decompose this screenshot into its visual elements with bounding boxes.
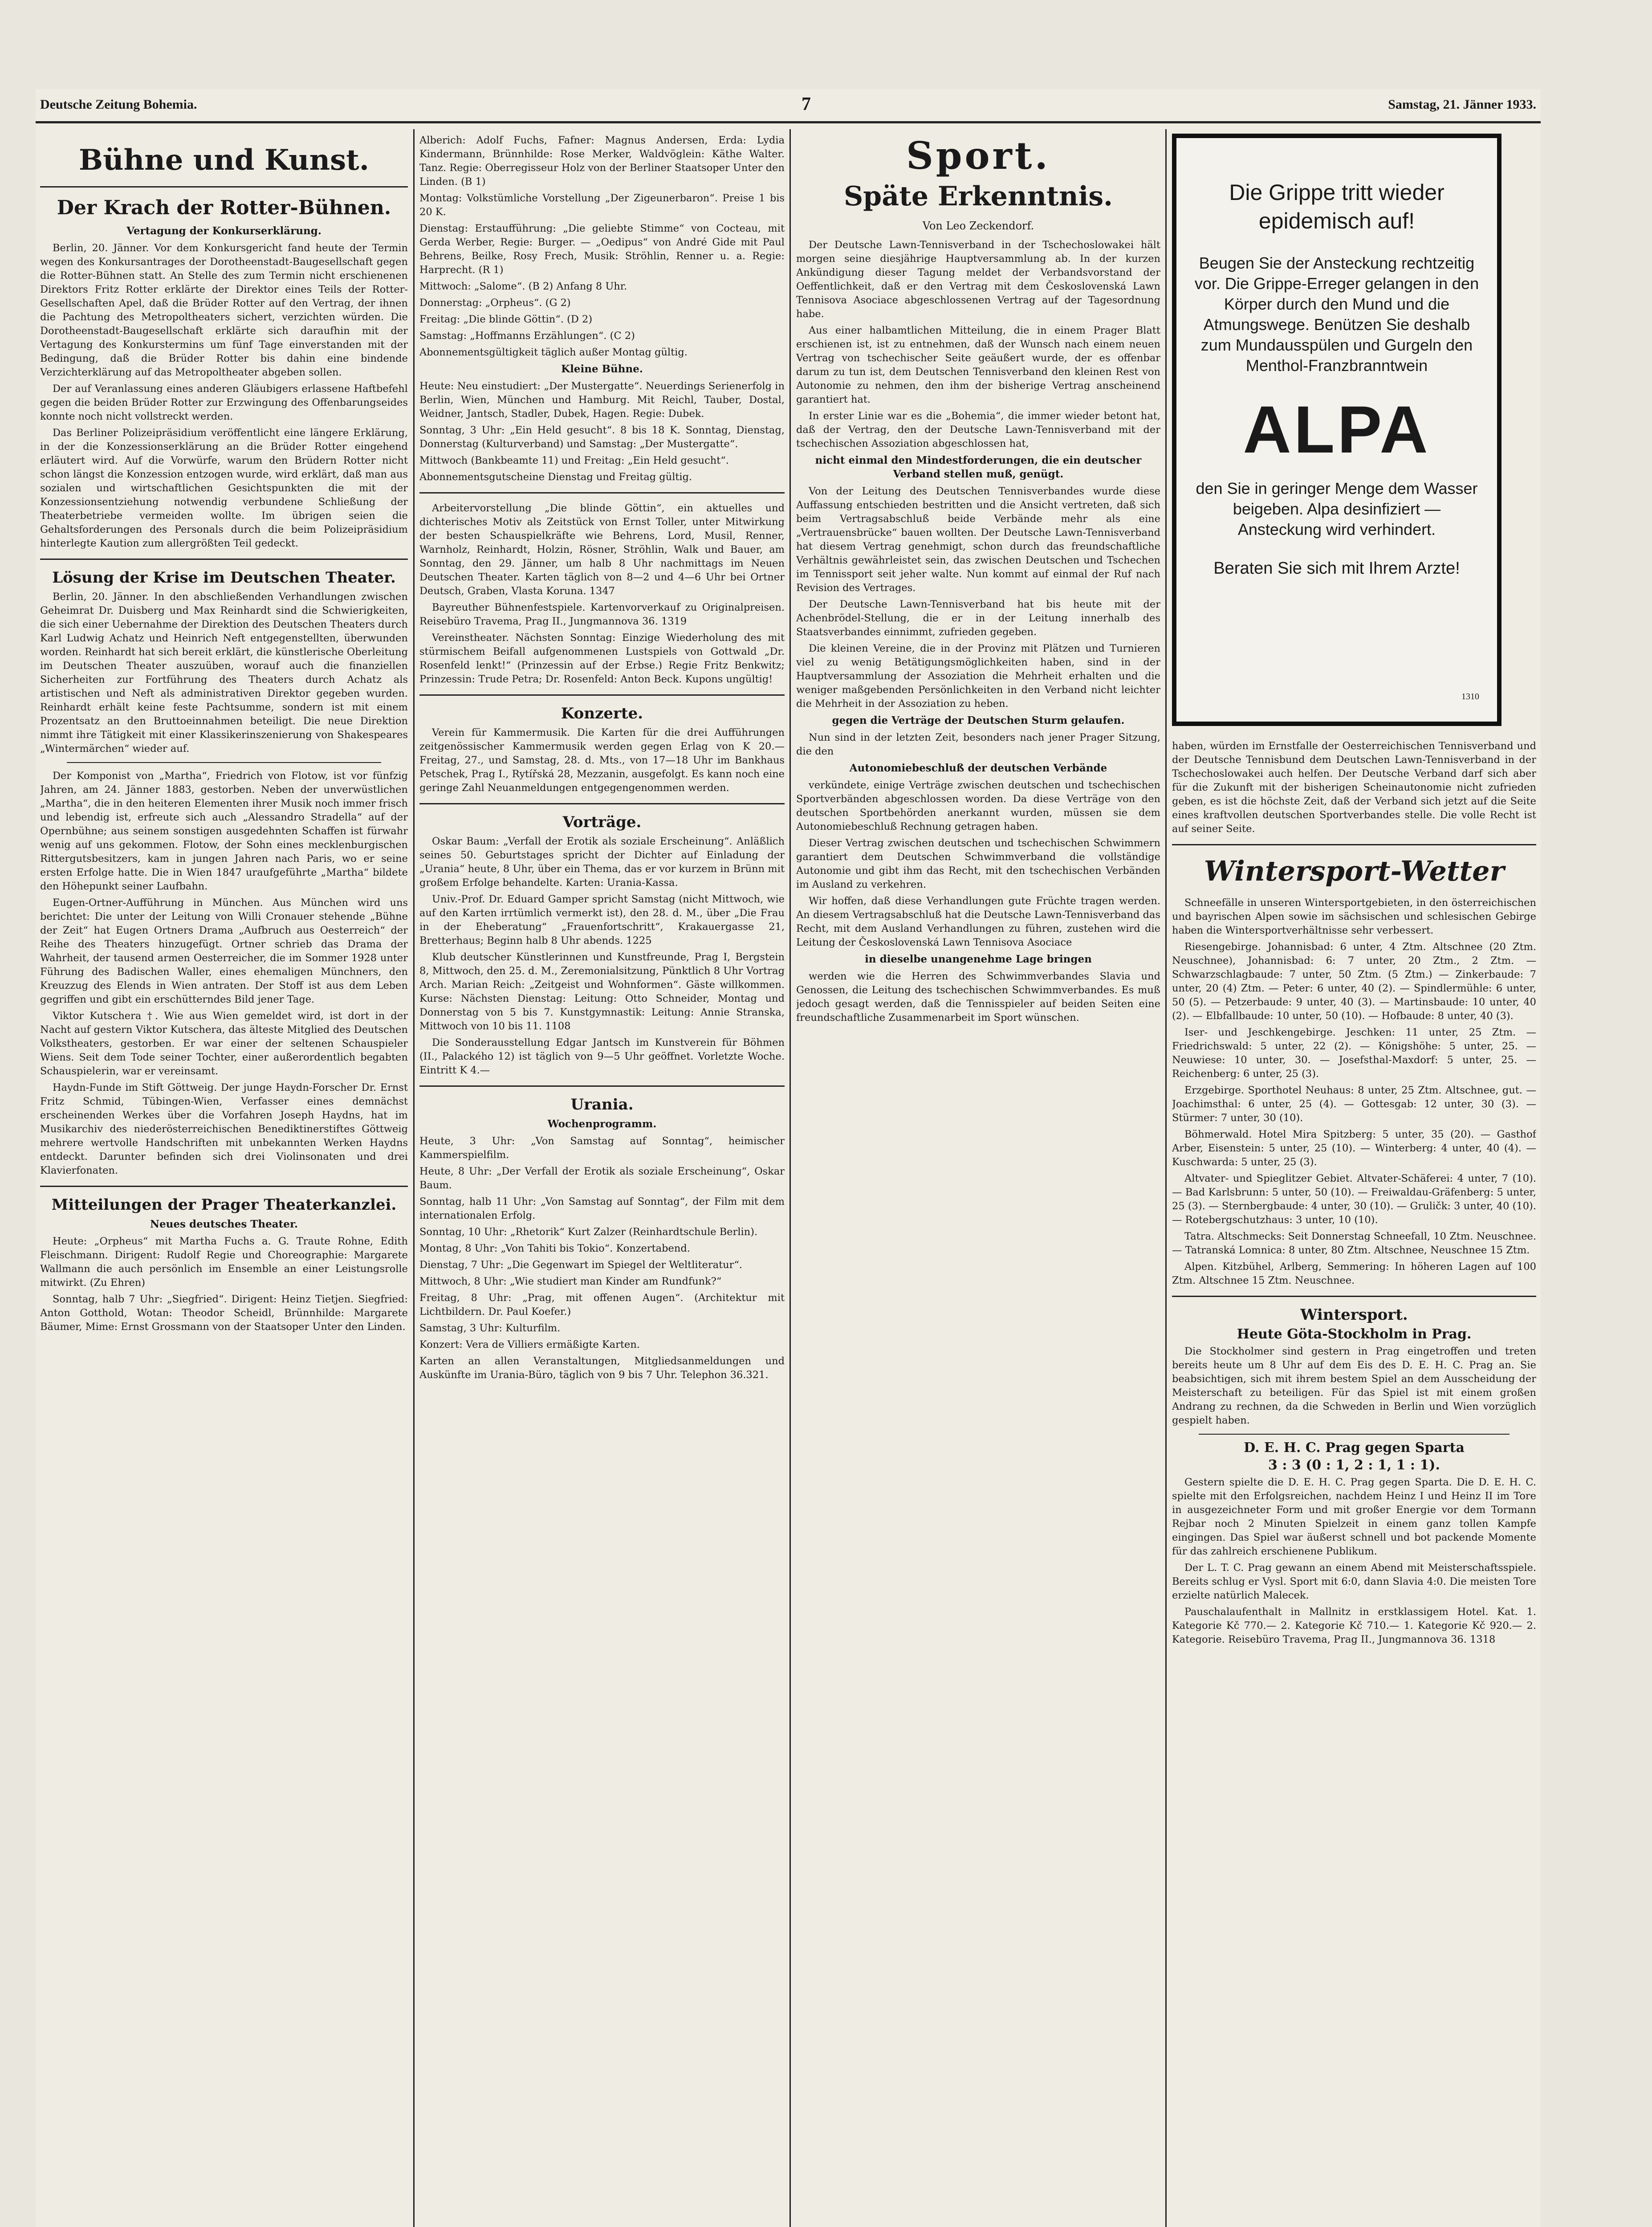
weather-paragraph: Tatra. Altschmecks: Seit Donnerstag Schneefall, 10 Ztm. Neuschnee. — Tatranská Lomnica: 8 unter, 80 Ztm. Altschnee, Neuschnee 15 Ztm.	[1172, 1231, 1536, 1256]
schedule-item: Mittwoch: „Salome“. (B 2) Anfang 8 Uhr.	[419, 281, 627, 292]
divider	[40, 1186, 408, 1187]
wintersport-wetter-title: Wintersport-Wetter	[1204, 855, 1505, 887]
article-paragraph: In erster Linie war es die „Bohemia“, die immer wieder betont hat, daß der Vertrag, den der Deutsche Lawn-Tennisverband mit der tschechischen Assoziation abgeschlossen hat,	[796, 410, 1160, 449]
ad-footer: Beraten Sie sich mit Ihrem Arzte!	[1213, 559, 1460, 578]
column-rule-3	[1165, 129, 1167, 2227]
ad-headline: Die Grippe tritt wieder epidemisch auf!	[1229, 180, 1444, 233]
header-rule	[36, 121, 1541, 123]
schedule-item: Donnerstag: „Orpheus“. (G 2)	[419, 297, 571, 309]
divider	[1172, 844, 1536, 845]
article-emphasis: in dieselbe unangenehme Lage bringen	[865, 953, 1092, 965]
article-paragraph: haben, würden im Ernstfalle der Oesterreichischen Tennisverband und der Deutsche Tennisbund dem Deutschen Lawn-Tennisverband in der Tschechoslowakei auch helfen. Der Deutsche Verband darf sich aber für die Zukunft mit der bisherigen Scheinautonomie nicht zufrieden geben, es ist die höchste Zeit, daß der Verband sich jetzt auf die Seite eines kraftvollen deutschen Sportverbandes stelle. Die volle Recht ist auf seiner Seite.	[1172, 740, 1536, 835]
weather-paragraph: Erzgebirge. Sporthotel Neuhaus: 8 unter, 25 Ztm. Altschnee, gut. — Joachimsthal: 6 unter, 25 (4). — Gottesgab: 12 unter, 30 (3). — Stürmer: 7 unter, 30 (10).	[1172, 1085, 1536, 1124]
header-page-number: 7	[802, 94, 811, 114]
program-item: Montag, 8 Uhr: „Von Tahiti bis Tokio“. Konzertabend.	[419, 1243, 690, 1254]
program-item: Heute, 8 Uhr: „Der Verfall der Erotik als soziale Erscheinung“, Oskar Baum.	[419, 1166, 785, 1191]
column-4	[1172, 134, 1536, 2227]
notice-paragraph: Univ.-Prof. Dr. Eduard Gamper spricht Samstag (nicht Mittwoch, wie auf den Karten irrtümlich vermerkt ist), den 28. d. M., über „Die Frau in der Eheberatung“ „Frauenfortschritt“, Krakauergasse 21, Bretterhaus; Beginn halb 8 Uhr abends. 1225	[419, 893, 785, 946]
article-paragraph: Der Deutsche Lawn-Tennisverband in der Tschechoslowakei hält morgen seine diesjährige Hauptversammlung ab. In der kurzen Ankündigung dieser Tagung meldet der Verbandsvorstand der Oeffentlichkeit, daß er den Vertrag mit dem Československá Lawn Tennisova Asociace abgeschlossenen Vertrag auf der Tagesordnung habe.	[796, 239, 1160, 320]
article-paragraph: Viktor Kutschera †. Wie aus Wien gemeldet wird, ist dort in der Nacht auf gestern Viktor Kutschera, das älteste Mitglied des Deutschen Volkstheaters, gestorben. Er war einer der seltenen Schauspieler Wiens. Seit dem Tode seiner Tochter, einer außerordentlich begabten Schauspielerin, war er vereinsamt.	[40, 1010, 408, 1077]
article-subtitle-theater: Neues deutsches Theater.	[150, 1218, 298, 1230]
weather-paragraph: Iser- und Jeschkengebirge. Jeschken: 11 unter, 25 Ztm. — Friedrichswald: 5 unter, 22 (2). — Königshöhe: 5 unter, 25. — Neuwiese: 10 unter, 30. — Josefsthal-Maxdorf: 5 unter, 25. — Reichenberg: 6 unter, 25 (3).	[1172, 1027, 1536, 1080]
article-paragraph: Gestern spielte die D. E. H. C. Prag gegen Sparta. Die D. E. H. C. spielte mit den Erfolgsreichen, nachdem Heinz I und Heinz II im Tore in ausgezeichneter Form und mit großer Energie vor dem Tormann Rejbar noch 2 Minuten Spielzeit in einem ganz tollen Kampfe eingingen. Das Spiel war äußerst schnell und bot packende Momente für das zahlreich erschienene Publikum.	[1172, 1477, 1536, 1557]
divider	[419, 492, 785, 494]
program-item: Freitag, 8 Uhr: „Prag, mit offenen Augen“. (Architektur mit Lichtbildern. Dr. Paul Koefer.)	[419, 1292, 785, 1317]
program-item: Sonntag, 10 Uhr: „Rhetorik“ Kurt Zalzer (Reinhardtschule Berlin).	[419, 1226, 758, 1238]
schedule-item: Freitag: „Die blinde Göttin“. (D 2)	[419, 314, 593, 325]
article-paragraph: Sonntag, halb 7 Uhr: „Siegfried“. Dirigent: Heinz Tietjen. Siegfried: Anton Gotthold, Wotan: Theodor Scheidl, Brünnhilde: Margarete Bäumer, Mime: Ernst Grossmann von der Staatsoper Unter den Linden.	[40, 1293, 408, 1333]
article-paragraph: verkündete, einige Verträge zwischen deutschen und tschechischen Sportverbänden abgeschlossen worden. Da diese Verträge von den deutschen Sportbehörden anerkannt wurden, müssen sie dem Autonomiebeschluß Rechnung getragen haben.	[796, 779, 1160, 832]
article-emphasis: gegen die Verträge der Deutschen Sturm gelaufen.	[832, 714, 1125, 726]
article-paragraph: Aus einer halbamtlichen Mitteilung, die in einem Prager Blatt erschienen ist, ist zu entnehmen, daß der Wunsch nach einem neuen Vertrag von tschechischer Seite geäußert wurde, der es offenbar darum zu tun ist, dem Deutschen Tennisverband den kleinen Rest von Autonomie zu nehmen, den ihm der bisherige Vertrag anscheinend garantiert hat.	[796, 325, 1160, 405]
notice-paragraph: Vereinstheater. Nächsten Sonntag: Einzige Wiederholung des mit stürmischem Beifall aufgenommenen Lustspiels von Gottwald „Dr. Rosenfeld lenkt!“ (Prinzessin auf der Erbse.) Regie Fritz Benkwitz; Prinzessin: Trude Petra; Dr. Rosenfeld: Anton Beck. Kupons ungültig!	[419, 632, 785, 685]
cast-list: Alberich: Adolf Fuchs, Fafner: Magnus Andersen, Erda: Lydia Kindermann, Brünnhilde: Rose Merker, Waldvöglein: Käthe Walter. Tanz. Regie: Oberregisseur Holz von der Berliner Staatsoper Unter den Linden. (B 1)	[419, 135, 785, 188]
weather-paragraph: Riesengebirge. Johannisbad: 6 unter, 4 Ztm. Altschnee (20 Ztm. Neuschnee), Johannisbad: 6: 7 unter, 20 Ztm., 2 Ztm. — Schwarzschlagbaude: 7 unter, 50 Ztm. (5 Ztm.) — Zinkerbaude: 7 unter, 20 (4) Ztm. — Peter: 6 unter, 40 (2). — Spindlermühle: 6 unter, 50 (5). — Petzerbaude: 9 unter, 40 (3). — Martinsbaude: 10 unter, 40 (2). — Elbfallbaude: 10 unter, 50 (10). — Hofbaude: 8 unter, 40 (3).	[1172, 941, 1536, 1022]
program-item: Heute, 3 Uhr: „Von Samstag auf Sonntag“, heimischer Kammerspielfilm.	[419, 1135, 785, 1161]
divider	[1199, 1434, 1510, 1435]
program-item: Karten an allen Veranstaltungen, Mitgliedsanmeldungen und Auskünfte im Urania-Büro, täglich von 9 bis 7 Uhr. Telephon 36.321.	[419, 1355, 785, 1381]
ad-box	[1172, 134, 1501, 726]
notice-paragraph: Arbeitervorstellung „Die blinde Göttin“, ein aktuelles und dichterisches Motiv als Zeitstück von Ernst Toller, unter Mitwirkung der besten Schauspielkräfte wie Behrens, Lord, Musil, Renner, Warnholz, Reinhardt, Holzin, Rösner, Ströhlin, Walk und Bauer, am Sonntag, den 29. Jänner, um halb 8 Uhr nachmittags im Neuen Deutschen Theater. Karten täglich von 8—2 und 4—6 Uhr bei Ortner Deutsch, Graben, Vlasta Koruna. 1347	[419, 502, 785, 597]
program-item: Samstag, 3 Uhr: Kulturfilm.	[419, 1322, 561, 1334]
ad-number: 1310	[1461, 692, 1479, 702]
article-paragraph: Pauschalaufenthalt in Mallnitz in erstklassigem Hotel. Kat. 1. Kategorie Kč 770.— 2. Kategorie Kč 710.— 1. Kategorie Kč 920.— 2. Kategorie. Reisebüro Travema, Prag II., Jungmannova 36. 1318	[1172, 1606, 1536, 1645]
article-emphasis: Autonomiebeschluß der deutschen Verbände	[849, 762, 1107, 774]
schedule-item: Mittwoch (Bankbeamte 11) und Freitag: „Ein Held gesucht“.	[419, 455, 729, 466]
program-item: Sonntag, halb 11 Uhr: „Von Samstag auf Sonntag“, der Film mit dem internationalen Erfolg.	[419, 1196, 785, 1221]
article-paragraph: Haydn-Funde im Stift Göttweig. Der junge Haydn-Forscher Dr. Ernst Fritz Schmid, Tübingen-Wien, Verfasser eines demnächst erscheinenden Werkes über die Vorfahren Joseph Haydns, hat im Musikarchiv des niederösterreichischen Benediktinerstiftes Göttweig mehrere wertvolle Handschriften mit unbekannten Werken Haydns entdeckt. Darunter befinden sich drei Violinsonaten und drei Klavierfonaten.	[40, 1082, 408, 1176]
program-item: Konzert: Vera de Villiers ermäßigte Karten.	[419, 1339, 640, 1350]
article-title-rotter: Der Krach der Rotter-Bühnen.	[57, 196, 391, 219]
schedule-item: Samstag: „Hoffmanns Erzählungen“. (C 2)	[419, 330, 635, 342]
kleine-buehne-title: Kleine Bühne.	[561, 363, 643, 375]
article-paragraph: Der Deutsche Lawn-Tennisverband hat bis heute mit der Achenbrödel-Stellung, die er in der Leitung innerhalb des Staatsverbandes einnimmt, zufrieden gegeben.	[796, 599, 1160, 638]
vortraege-title: Vorträge.	[562, 813, 642, 831]
program-item: Mittwoch, 8 Uhr: „Wie studiert man Kinder am Rundfunk?“	[419, 1276, 722, 1287]
schedule-item: Montag: Volkstümliche Vorstellung „Der Zigeunerbaron“. Preise 1 bis 20 K.	[419, 192, 785, 218]
article-paragraph: werden wie die Herren des Schwimmverbandes Slavia und Genossen, die Leitung des tschechischen Schwimmverbandes. Es muß jedoch gesagt werden, daß die Tennisspieler auf beiden Seiten eine freundschaftliche Zusammenarbeit im Sport wünschen.	[796, 971, 1160, 1024]
article-paragraph: Die kleinen Vereine, die in der Provinz mit Plätzen und Turnieren viel zu wenig Betätigungsmöglichkeiten haben, sind in der Hauptversammlung der Assoziation die Mehrheit erhalten und die weniger maßgebenden Persönlichkeiten in den Verband nicht leichter die Mehrheit in der Assoziation zu heben.	[796, 643, 1160, 710]
divider	[67, 762, 381, 763]
divider	[419, 1085, 785, 1087]
notice-paragraph: Klub deutscher Künstlerinnen und Kunstfreunde, Prag I, Bergstein 8, Mittwoch, den 25. d. M., Zeremonialsitzung, Pünktlich 8 Uhr Vortrag Arch. Marian Reich: „Zeitgeist und Wohnformen“. Gäste willkommen. Kurse: Nächsten Dienstag: Leitung: Otto Schneider, Montag und Donnerstag von 5 bis 7. Kunstgymnastik: Leitung: Annie Stranska, Mittwoch von 10 bis 11. 1108	[419, 951, 785, 1032]
article-paragraph: Eugen-Ortner-Aufführung in München. Aus München wird uns berichtet: Die unter der Leitung von Willi Cronauer stehende „Bühne der Zeit“ hat Eugen Ortners Drama „Aufbruch aus Oesterreich“ der Reihe des Theaters hinzugefügt. Ortner schrieb das Drama der Wahrheit, der tausend armen Oesterreicher, die im Sommer 1928 unter Führung des Badischen Waller, eines ehemaligen Münchners, den Kreuzzug des Elends in Wien antraten. Der Stoff ist aus dem Leben gegriffen und gibt ein erschütterndes Bild jener Tage.	[40, 897, 408, 1005]
divider	[40, 559, 408, 560]
schedule-item: Sonntag, 3 Uhr: „Ein Held gesucht“. 8 bis 18 K. Sonntag, Dienstag, Donnerstag (Kulturverband) und Samstag: „Der Mustergatte“.	[419, 424, 785, 450]
divider	[419, 694, 785, 696]
wintersport-title: Wintersport.	[1300, 1306, 1408, 1324]
divider	[40, 186, 408, 188]
column-rule-1	[413, 129, 415, 2227]
ad-brand: ALPA	[1243, 392, 1431, 467]
weather-paragraph: Schneefälle in unseren Wintersportgebieten, in den österreichischen und bayrischen Alpen sowie im sächsischen und schlesischen Gebirge haben die Wintersportverhältnisse sehr verbessert.	[1172, 897, 1536, 936]
article-title-deutsches-theater: Lösung der Krise im Deutschen Theater.	[52, 569, 396, 587]
article-subtitle-rotter: Vertagung der Konkurserklärung.	[126, 225, 321, 237]
match-score: 3 : 3 (0 : 1, 2 : 1, 1 : 1).	[1268, 1457, 1440, 1473]
notice-paragraph: Bayreuther Bühnenfestspiele. Kartenvorverkauf zu Originalpreisen. Reisebüro Travema, Prag II., Jungmannova 36. 1319	[419, 602, 785, 627]
column-3	[796, 134, 1160, 2227]
notice-paragraph: Oskar Baum: „Verfall der Erotik als soziale Erscheinung“. Anläßlich seines 50. Geburtstages spricht der Dichter auf Einladung der „Urania“ heute, 8 Uhr, über ein Thema, das er vor kurzem in Brünn mit großem Erfolge behandelte. Karten: Urania-Kassa.	[419, 836, 785, 889]
notice-paragraph: Verein für Kammermusik. Die Karten für die drei Aufführungen zeitgenössischer Kammermusik werden gegen Erlag von K 20.— Freitag, 27., und Samstag, 28. d. Mts., von 17—18 Uhr im Bankhaus Petschek, Prag I., Rytířská 28, Mezzanin, ausgefolgt. Es kann noch eine geringe Zahl Neuanmeldungen entgegengenommen werden.	[419, 727, 785, 794]
hockey-title: Heute Göta-Stockholm in Prag.	[1237, 1326, 1472, 1342]
column-1	[40, 138, 408, 2227]
article-paragraph: Der L. T. C. Prag gewann an einem Abend mit Meisterschaftsspiele. Bereits schlug er Vysl. Sport mit 6:0, dann Slavia 4:0. Die meisten Tore erzielte natürlich Malecek.	[1172, 1562, 1536, 1601]
divider	[1172, 1296, 1536, 1297]
section-title-sport: Sport.	[906, 134, 1050, 178]
advertisement-alpa	[1172, 134, 1536, 730]
article-paragraph: Wir hoffen, daß diese Verhandlungen gute Früchte tragen werden. An diesem Vertragsabschluß hat die Deutsche Lawn-Tennisverband das Recht, mit dem Ausland Verhandlungen zu führen, zustehen wird die Leitung der Československá Lawn Tennisova Asociace	[796, 895, 1160, 948]
weather-paragraph: Böhmerwald. Hotel Mira Spitzberg: 5 unter, 35 (20). — Gasthof Arber, Eisenstein: 5 unter, 25 (10). — Winterberg: 4 unter, 40 (4). — Kuschwarda: 5 unter, 25 (3).	[1172, 1129, 1536, 1168]
urania-subtitle: Wochenprogramm.	[547, 1118, 657, 1130]
weather-paragraph: Alpen. Kitzbühel, Arlberg, Semmering: In höheren Lagen auf 100 Ztm. Altschnee 15 Ztm. Neuschnee.	[1172, 1261, 1536, 1286]
divider	[419, 803, 785, 804]
header-paper-name: Deutsche Zeitung Bohemia.	[40, 97, 197, 112]
article-title-spaete-erkenntnis: Späte Erkenntnis.	[843, 181, 1113, 212]
newspaper-page	[36, 89, 1541, 2227]
ad-body-2: den Sie in geringer Menge dem Wasser beigeben. Alpa desinfiziert — Ansteckung wird verhindert.	[1196, 479, 1478, 538]
schedule-item: Heute: Neu einstudiert: „Der Mustergatte“. Neuerdings Serienerfolg in Berlin, Wien, München und Hamburg. Mit Reichl, Tauber, Dostal, Weidner, Jantsch, Stadler, Dubek, Hagen. Regie: Dubek.	[419, 380, 785, 420]
schedule-item: Dienstag: Erstaufführung: „Die geliebte Stimme“ von Cocteau, mit Gerda Werber, Regie: Burger. — „Oedipus“ von André Gide mit Paul Behrens, Beilke, Rosy Frech, Musik: Ströhlin, Renner u. a. Regie: Harprecht. (R 1)	[419, 223, 785, 276]
section-title-buehne: Bühne und Kunst.	[79, 143, 369, 177]
program-item: Dienstag, 7 Uhr: „Die Gegenwart im Spiegel der Weltliteratur“.	[419, 1259, 743, 1271]
article-paragraph: Heute: „Orpheus“ mit Martha Fuchs a. G. Traute Rohne, Edith Fleischmann. Dirigent: Rudolf Regie und Choreographie: Margarete Wallmann die auch persönlich im Ensemble an einer Leistungsrolle mitwirkt. (Zu Ehren)	[40, 1236, 408, 1289]
weather-paragraph: Altvater- und Spieglitzer Gebiet. Altvater-Schäferei: 4 unter, 7 (10). — Bad Karlsbrunn: 5 unter, 50 (10). — Freiwaldau-Gräfenberg: 5 unter, 25 (3). — Sternbergbaude: 4 unter, 30 (10). — Gruličk: 3 unter, 40 (10). — Rotebergschutzhaus: 3 unter, 10 (10).	[1172, 1173, 1536, 1226]
column-rule-2	[789, 129, 791, 2227]
column-2	[419, 134, 785, 2227]
article-author: Von Leo Zeckendorf.	[922, 220, 1034, 232]
article-paragraph: Die Stockholmer sind gestern in Prag eingetroffen und treten bereits heute um 8 Uhr auf dem Eis des D. E. H. C. Prag an. Sie beabsichtigen, sich mit ihrem bestem Spiel an dem Ausscheidung der Meisterschaft zu beteiligen. Für das Spiel ist mit einem großen Andrang zu rechnen, da die Schweden in Berlin und Wien vorzüglich gespielt haben.	[1172, 1346, 1536, 1426]
konzerte-title: Konzerte.	[561, 705, 643, 722]
article-paragraph: Dieser Vertrag zwischen deutschen und tschechischen Schwimmern garantiert dem Deutschen Schwimmverband die vollständige Autonomie und gibt ihm das Recht, mit den tschechischen Verbänden im Ausland zu verkehren.	[796, 837, 1160, 890]
article-paragraph: Der auf Veranlassung eines anderen Gläubigers erlassene Haftbefehl gegen die beiden Brüder Rotter zur Erzwingung des Offenbarungseides konnte noch nicht vollstreckt werden.	[40, 383, 408, 422]
article-title-theaterkanzlei: Mitteilungen der Prager Theaterkanzlei.	[51, 1196, 397, 1214]
running-header	[36, 89, 1541, 120]
ad-body: Beugen Sie der Ansteckung rechtzeitig vor. Die Grippe-Erreger gelangen in den Körper durch den Mund und die Atmungswege. Benützen Sie deshalb zum Mundausspülen und Gurgeln den Menthol-Franzbranntwein	[1194, 254, 1479, 375]
schedule-item: Abonnementsgutscheine Dienstag und Freitag gültig.	[419, 471, 692, 483]
schedule-item: Abonnementsgültigkeit täglich außer Montag gültig.	[419, 347, 688, 358]
urania-title: Urania.	[570, 1096, 634, 1114]
match-title: D. E. H. C. Prag gegen Sparta	[1244, 1440, 1465, 1456]
notice-paragraph: Die Sonderausstellung Edgar Jantsch im Kunstverein für Böhmen (II., Palackého 12) ist täglich von 9—5 Uhr geöffnet. Vorletzte Woche. Eintritt K 4.—	[419, 1037, 785, 1076]
article-paragraph: Berlin, 20. Jänner. Vor dem Konkursgericht fand heute der Termin wegen des Konkursantrages der Dorotheenstadt-Baugesellschaft gegen die Rotter-Bühnen statt. An Stelle des zum Termin nicht erschienenen Direktors Fritz Rotter erklärte der Direktor eines Teils der Rotter-Gesellschaften Apel, daß die Brüder Rotter auf den Vertrag, der ihnen die Pachtung des Metropoltheaters sichert, verzichten würden. Die Dorotheenstadt-Baugesellschaft erklärte sich daraufhin mit der Vertagung des Konkurstermins um fünf Tage einverstanden mit der Bedingung, daß die Brüder Rotter bis dahin eine bindende Verzichterklärung auf das Metropoltheater abgeben sollen.	[40, 242, 408, 378]
article-paragraph: Das Berliner Polizeipräsidium veröffentlicht eine längere Erklärung, in der die Konzessionserklärung an die Brüder Rotter eingehend erläutert wird. Auf die Vorwürfe, warum den Brüdern Rotter nicht schon längst die Konzession entzogen wurde, wird erklärt, daß man aus sozialen und wirtschaftlichen Gesichtspunkten die mit der Konzessionsentziehung notwendig verbundene Schließung der Theaterbetriebe vermeiden wollte. Im übrigen seien die Gehaltsforderungen des Personals durch die beim Polizeipräsidium hinterlegte Kaution zum allergrößten Teil gedeckt.	[40, 427, 408, 549]
article-paragraph: Nun sind in der letzten Zeit, besonders nach jener Prager Sitzung, die den	[796, 732, 1160, 757]
article-paragraph: Berlin, 20. Jänner. In den abschließenden Verhandlungen zwischen Geheimrat Dr. Duisberg und Max Reinhardt sind die Schwierigkeiten, die sich einer Uebernahme der Direktion des Deutschen Theaters durch Karl Ludwig Achatz und Heinrich Neft entgegenstellten, überwunden worden. Reinhardt hat sich bereit erklärt, die künstlerische Oberleitung im Deutschen Theater auszuüben, worauf auch die finanziellen Sicherheiten zur Fortführung des Theaters durch Achatz als artistischen und Neft als administrativen Direktor gegeben wurden. Reinhardt erhält keine feste Pachtsumme, sondern ist mit einem Prozentsatz an den Bruttoeinnahmen beteiligt. Die neue Direktion nimmt ihre Tätigkeit mit einer Klassikerinszenierung von Shakespeares „Wintermärchen“ wieder auf.	[40, 591, 408, 755]
header-date: Samstag, 21. Jänner 1933.	[1388, 97, 1536, 112]
article-paragraph: Der Komponist von „Martha“, Friedrich von Flotow, ist vor fünfzig Jahren, am 24. Jänner 1883, gestorben. Neben der unverwüstlichen „Martha“, die in den heiteren Elementen ihrer Musik noch immer frisch und lebendig ist, erfreute sich auch „Alessandro Stradella“ auf der Opernbühne; aus seinem sonstigen ausgedehnten Schaffen ist fürwahr wenig auf uns gekommen. Flotow, der Sohn eines mecklenburgischen Rittergutsbesitzers, kam in jungen Jahren nach Paris, wo er seine ersten Erfolge hatte. Die in Wien 1847 uraufgeführte „Martha“ bildete den Höhepunkt seiner Laufbahn.	[40, 770, 408, 892]
article-paragraph: Von der Leitung des Deutschen Tennisverbandes wurde diese Auffassung entschieden bestritten und die Ansicht vertreten, daß sich beim Vertragsabschluß beide Verbände mehr als eine „Vertrauensbrücke“ bauen wollten. Der Deutsche Lawn-Tennisverband hat diesem Vertrag genehmigt, schon durch das freundschaftliche Verhältnis gewährleistet sein, das zwischen Deutschen und Tschechen im Tennissport seit jeher walte. Nun kommt auf einmal der Ruf nach Revision des Vertrages.	[796, 485, 1160, 594]
article-emphasis: nicht einmal den Mindestforderungen, die ein deutscher Verband stellen muß, genügt.	[815, 454, 1142, 480]
